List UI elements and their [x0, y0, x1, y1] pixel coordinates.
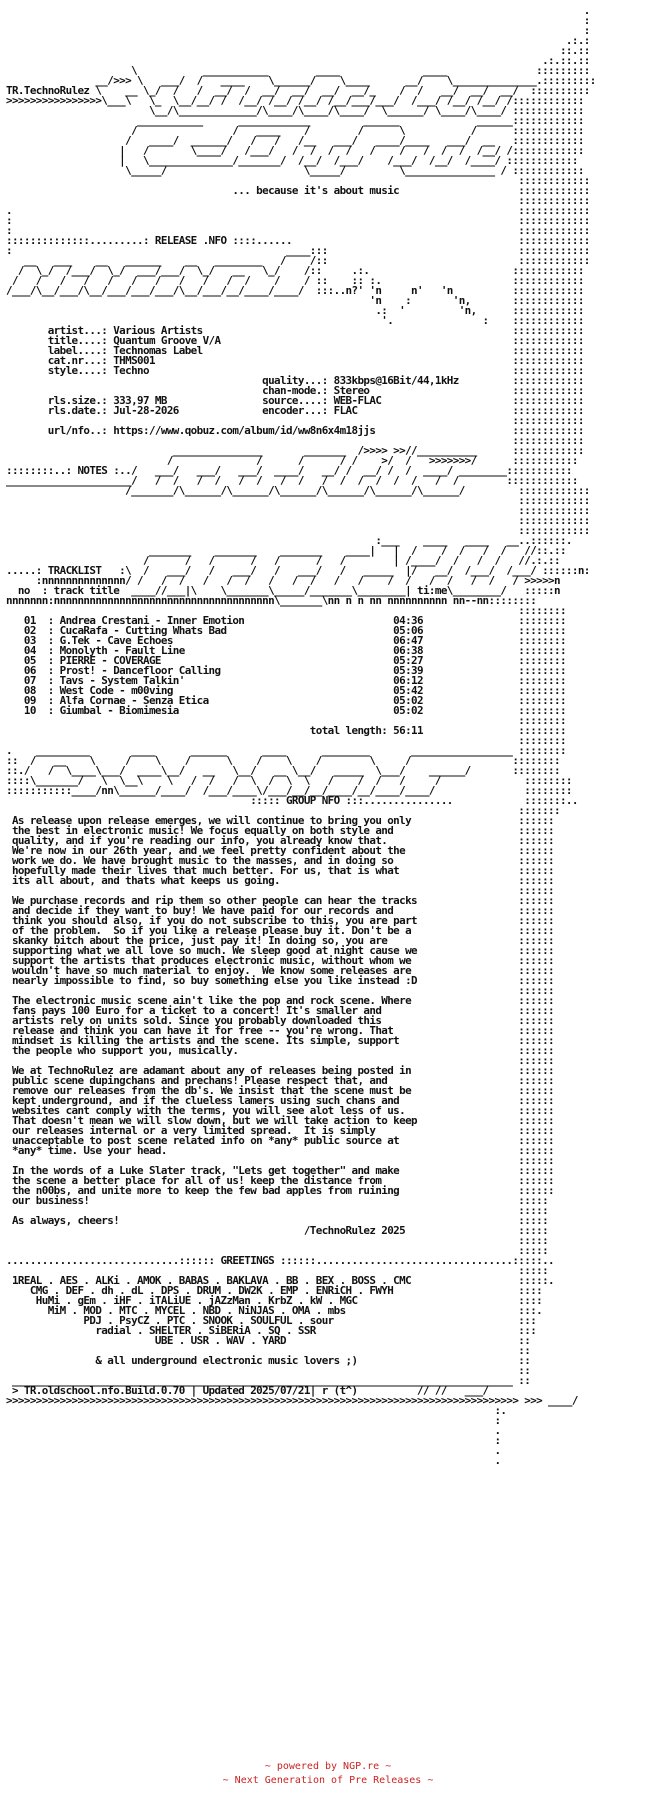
footer-powered-by: ~ powered by NGP.re ~: [264, 1761, 392, 1772]
footer-tagline: ~ Next Generation of Pre Releases ~: [222, 1775, 434, 1786]
nfo-ascii-document: . : : .:.: ::.:: .:.::.:: \ ___________ ____ ____ ::::::::: __/>>> \ ___/ / ____ \______/ \____ __/ \______________.::::::::: TR.TechnoRulez \ __ \_/ / / __/ / __/ __/ __/ __/_ / / __/ __/ __/ :::::::::: >>>>>>>>>>>>>>>>\___\ \_ \__/__/ / /__/ /__/ /__/ /__/___/___/ /___/ /__/ /__/ /:::::::::::: \__/\_____________/\____/\____/\____/ \______/ \____/\____/ :::::::::::: ___________ ____________ ______ ______:::::::::::: / / ____ / / \ / :::::::::::: / ____/ ______/ / / /__ ___/ ____/____ ___/ __ :::::::::::: | / \____/ /___/ / / / / / / / / / /__/ /:::::::::::: | \______________/_______/ /__/ /___/ /___/ /__/ /____/ :::::::::::: \_____/ \_____/ \_______________ / :::::::::::: :::::::::::: ... because it's about music :::::::::::: :::::::::::: . :::::::::::: : :::::::::::: : :::::::::::: ::::::::::::::.........: RELEASE .NFO ::::...... :::::::::::: : ____::: :::::::::::: __ ___ __ ______ __ ________ / /:: :::::::::::: / \_/ /___/ \_/ ___/___/ \_/ __ \_/ /:: .:. :::::::::::: / / / / / / / / / / / / / :: :: :. :::::::::::: /___/\__/___/\__/___/___/___/\__/___/__/____/____/ :::..n?' 'n n' 'n :::::::::::: 'n : 'n, :::::::::::: .: ' 'n, :::::::::::: '. : :::::::::::: artist...: Various Artists :::::::::::: title....: Quantum Groove V/A :::::::::::: label....: Technomas Label :::::::::::: cat.nr...: THMS001 :::::::::::: style....: Techno :::::::::::: quality...: 833kbps@16Bit/44,1kHz :::::::::::: chan-mode.: Stereo :::::::::::: rls.size.: 333,97 MB source....: WEB-FLAC :::::::::::: rls.date.: Jul-28-2026 encoder...: FLAC :::::::::::: :::::::::::: url/nfo..: https://www.qobuz.com/album/id/ww8n6x4m18jjs :::::::::::: :::::::::::: _______________ _______ />>>> >>//__________ :::::::::::: / / / / / >/ / >>>>>>>/ ::::::::::: ::::::::..: NOTES :../ ___/ ___/ ___/ ____/ __/ / __/ / / ____/ ________::::::::::: _____________________/ / / / / / / / / / / / / / / / / :::::::::::: /_______/\______/\______/\______/\______/\______/\______/ :::::::::::: :::::::::::: :::::::::::: :::::::::::: :::::::::::: :___ ____ ____ __..::::::. _______ _______ _______ ____| | / / / / / //::.:: / / / / / / / | /____/ / / / //.:.:: .....: TRACKLIST :\ / ___/ / ___/ / ___/ / _____ |/ __/ /___/ /___/ ::::::n: :nnnnnnnnnnnnnn/ / / / / / / / / / / / / / / / / / / >>>>>n no : track title ____//___|\ \_______\_____/_______\________| ti:me\________/ :::::n nnnnnnn:nnnnnnnnnnnnnnnnnnnnnnnnnnnnnnnnnnnnn\_______\nn n n nn nnnnnnnnnn nn--nn:::::::: :::::::: 01 : Andrea Crestani - Inner Emotion 04:36 :::::::: 02 : CucaRafa - Cutting Whats Bad 05:06 :::::::: 03 : G.Tek - Cave Echoes 06:47 :::::::: 04 : Monolyth - Fault Line 06:38 :::::::: 05 : PIERRE - COVERAGE 05:27 :::::::: 06 : Prost! - Dancefloor Calling 05:39 :::::::: 07 : Tavs - System Talkin' 06:12 :::::::: 08 : West Code - m00ving 05:42 :::::::: 09 : Alfa Cornae - Senza Etica 05:02 :::::::: 10 : Giumbal - Biomimesia 05:02 :::::::: :::::::: total length: 56:11 :::::::: :::::::: . _________ ____ ______ ____ ________ _________________ :::::::: :: / __ \ / \ / \ / \ / \ / :::::::: ::./ / \____\___/ ____\__/ __ \__/ __ \__/ _____ \___/ ______/ :::::::: ::::\_______/ \ \__\ \ / / / \ / \ \ / / / / / :::::::: :::::::::::____/nn\______/____/ /___/____\/___/__/__/____/__/____/____/ :::::::: ::::: GROUP NFO :::............... :::::::.. ::::::: As release upon release emerges, we will continue to bring you only :::::: the best in electronic music! We focus equally on both style and :::::: quality, and if you're reading our info, you already know that. :::::: We're now in our 26th year, and we feel pretty confident about the :::::: work we do. We have brought music to the masses, and in doing so :::::: hopefully made their lives that much better. For us, that is what :::::: its all about, and thats what keeps us going. :::::: :::::: We purchase records and rip them so other people can hear the tracks :::::: and decide if they want to buy! We have paid for our records and :::::: think you should also, if you do not subscribe to this, you are part :::::: of the problem. So if you like a release please buy it. Don't be a :::::: skanky bitch about the price, just pay it! In doing so, you are :::::: supporting what we all love so much. We sleep good at night cause we :::::: support the artists that produces electronic music, without whom we :::::: wouldn't have so much material to enjoy. We know some releases are :::::: nearly impossible to find, so buy something else you like instead :D :::::: :::::: The electronic music scene ain't like the pop and rock scene. Where :::::: fans pays 100 Euro for a ticket to a concert! It's smaller and :::::: artists rely on units sold. Since you probably downloaded this :::::: release and think you can have it for free -- you're wrong. That :::::: mindset is killing the artists and the scene. Its simple, support :::::: the people who support you, musically. :::::: :::::: We at TechnoRulez are adamant about any of releases being posted in :::::: public scene dupingchans and prechans! Please respect that, and :::::: remove our releases from the db's. We insist that the scene must be :::::: kept underground, and if the clueless lamers using such chans and :::::: websites cant comply with the terms, you will see alot less of us. :::::: That doesn't mean we will slow down, but we will take action to keep :::::: our releases internal or a very limited spread. It is simply :::::: unacceptable to post scene related info on *any* public source at :::::: *any* time. Use your head. :::::: :::::: In the words of a Luke Slater track, "Lets get together" and make :::::: the scene a better place for all of us! keep the distance from :::::: the n00bs, and unite more to keep the few bad apples from ruining :::::: our business! ::::: ::::: As always, cheers! ::::: /TechnoRulez 2025 ::::: ::::: ::::: .............................:::::: GREETINGS ::::::.................................:::::.. ::::: 1REAL . AES . ALKi . AMOK . BABAS . BAKLAVA . BB . BEX . BOSS . CMC :::::. CMG . DEF . dh . dL . DPS . DRUM . DW2K . EMP . ENRiCH . FWYH :::: HuMi . gEm . iHF . iTALiUE . jAZzMan . KrbZ . kW . MGC :::: MiM . MOD . MTC . MYCEL . NBD . NiNJAS . OMA . mbs :::. PDJ . PsyCZ . PTC . SNOOK . SOULFUL . sour ::: radial . SHELTER . SiBERiA . SQ . SSR ::: UBE . USR . WAV . YARD :: :: & all underground electronic music lovers ;) :: :: ____________________________________________________________________________________ :: > TR.oldschool.nfo.Build.0.70 | Updated 2025/07/21| r (t^) // // ___/ >>>>>>>>>>>>>>>>>>>>>>>>>>>>>>>>>>>>>>>>>>>>>>>>>>>>>>>>>>>>>>>>>>>>>>>>>>>>>>>>>>>>>> >>> ____/ :. : . : . .: [6, 4, 596, 1467]
footer: [0, 1760, 656, 1788]
